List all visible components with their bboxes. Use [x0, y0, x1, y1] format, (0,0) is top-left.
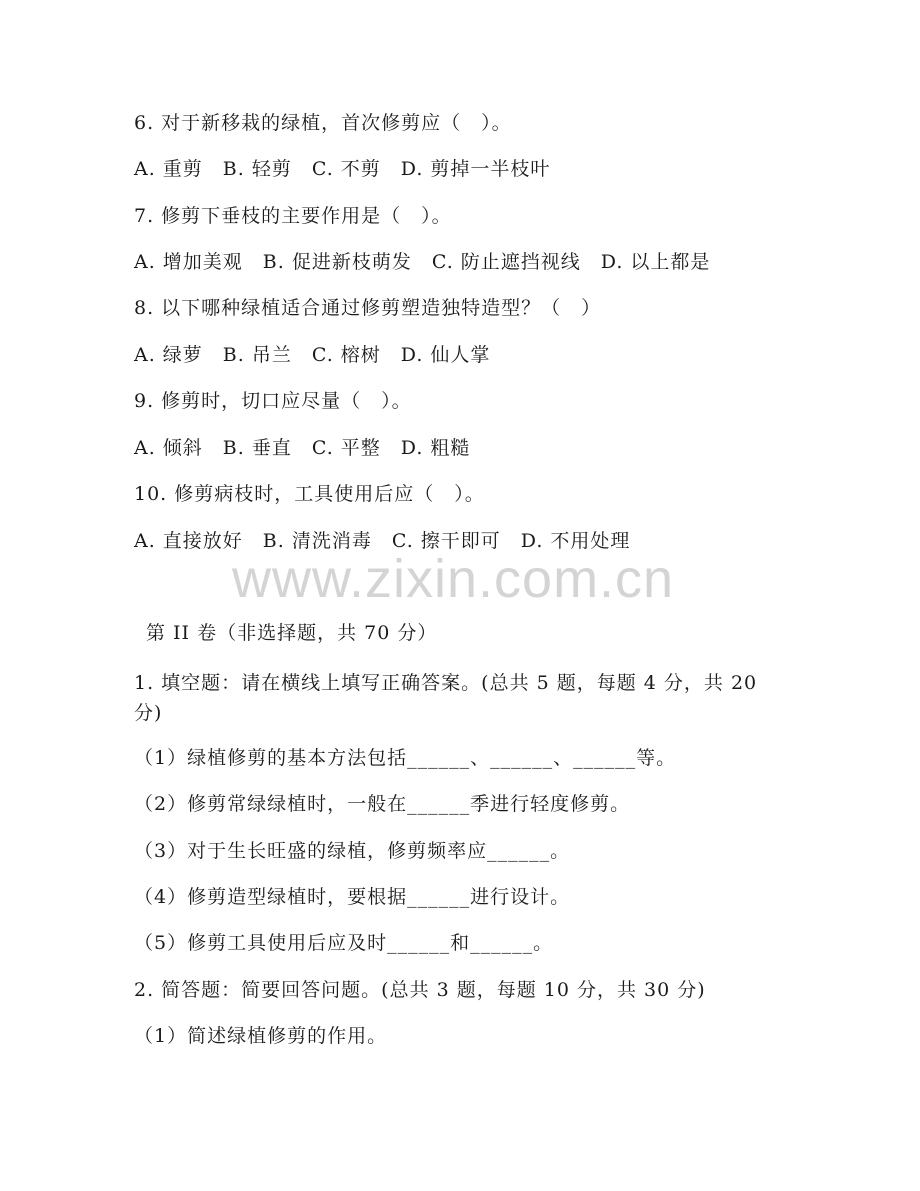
fill-blank-title: 1. 填空题：请在横线上填写正确答案。(总共 5 题，每题 4 分，共 20 分) [134, 672, 758, 724]
short-answer-title: 2. 简答题：简要回答问题。(总共 3 题，每题 10 分，共 30 分) [134, 979, 706, 1001]
fill-blank-item: （2）修剪常绿绿植时，一般在______季进行轻度修剪。 [134, 793, 631, 815]
question-7: 7. 修剪下垂枝的主要作用是（ ）。 [134, 205, 452, 227]
fill-blank-item: （5）修剪工具使用后应及时______和______。 [134, 932, 554, 954]
question-9-options: A. 倾斜 B. 垂直 C. 平整 D. 粗糙 [134, 437, 471, 459]
watermark: www.zixin.com.cn [232, 549, 675, 609]
question-7-options: A. 增加美观 B. 促进新枝萌发 C. 防止遮挡视线 D. 以上都是 [134, 251, 711, 273]
section-heading: 第 II 卷（非选择题，共 70 分） [146, 622, 438, 644]
question-8: 8. 以下哪种绿植适合通过修剪塑造独特造型？（ ） [134, 297, 602, 319]
question-9: 9. 修剪时，切口应尽量（ ）。 [134, 390, 412, 412]
question-10: 10. 修剪病枝时，工具使用后应（ ）。 [134, 483, 485, 505]
fill-blank-item: （1）绿植修剪的基本方法包括______、______、______等。 [134, 747, 677, 769]
question-10-options: A. 直接放好 B. 清洗消毒 C. 擦干即可 D. 不用处理 [134, 530, 631, 552]
question-8-options: A. 绿萝 B. 吊兰 C. 榕树 D. 仙人掌 [134, 344, 491, 366]
fill-blank-item: （3）对于生长旺盛的绿植，修剪频率应______。 [134, 840, 571, 862]
fill-blank-item: （4）修剪造型绿植时，要根据______进行设计。 [134, 886, 571, 908]
short-answer-item: （1）简述绿植修剪的作用。 [134, 1025, 388, 1047]
question-6-options: A. 重剪 B. 轻剪 C. 不剪 D. 剪掉一半枝叶 [134, 158, 551, 180]
question-6: 6. 对于新移栽的绿植，首次修剪应（ ）。 [134, 112, 512, 134]
